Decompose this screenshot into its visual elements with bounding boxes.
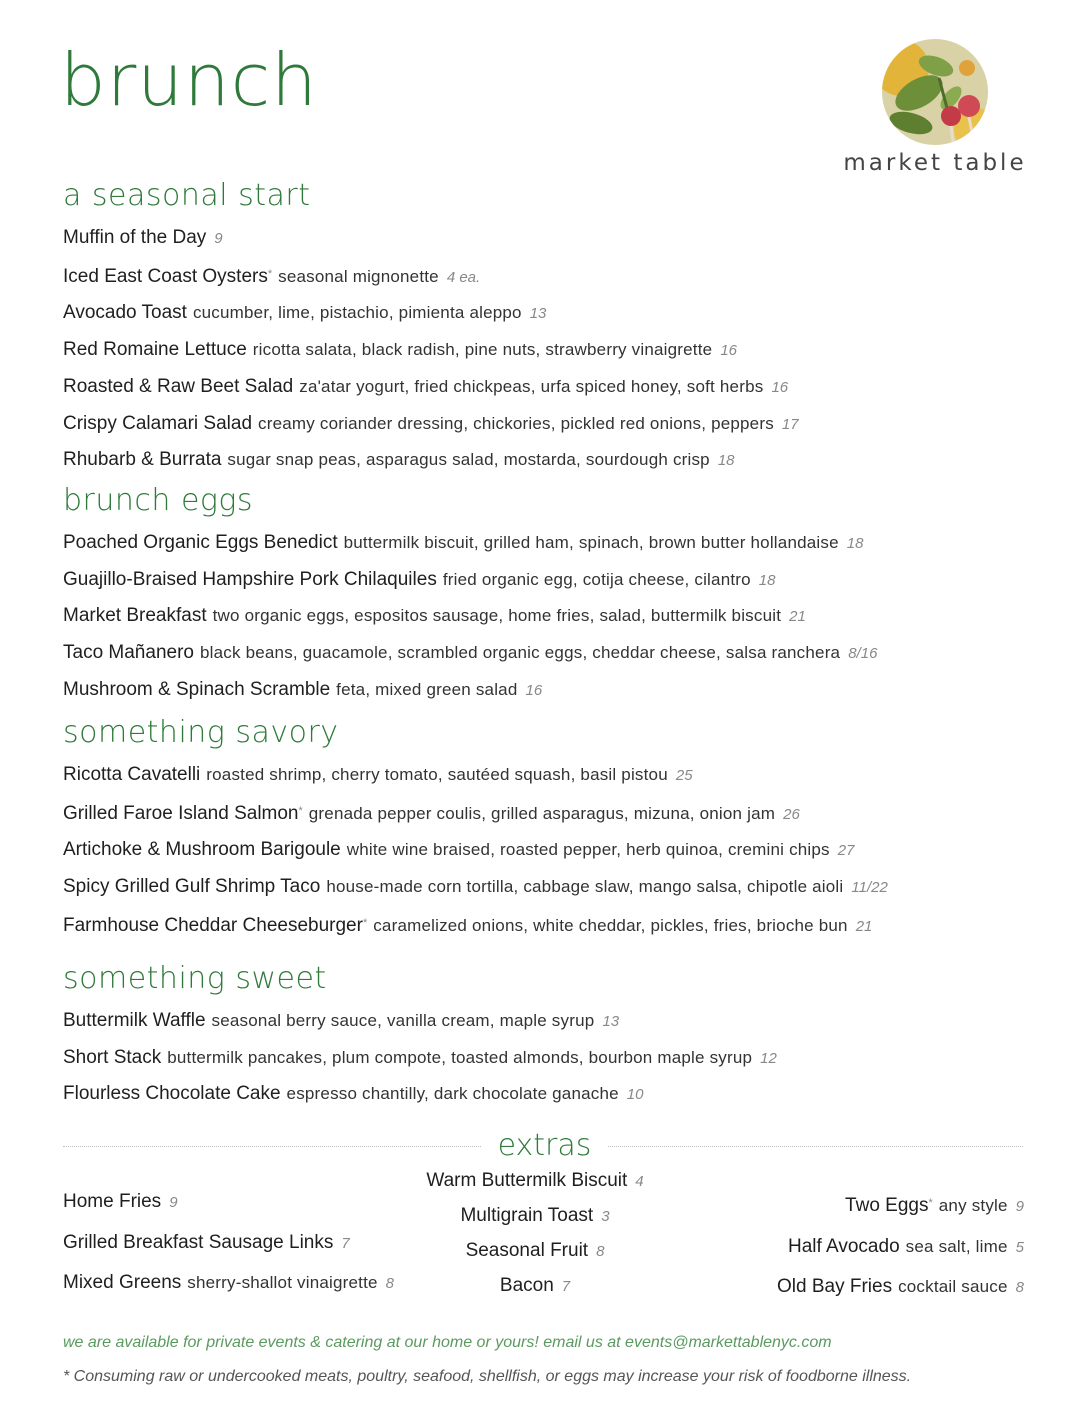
item-description: creamy coriander dressing, chickories, pickled red onions, peppers <box>258 413 774 433</box>
item-price: 16 <box>525 681 543 699</box>
menu-item <box>63 869 888 906</box>
item-price: 27 <box>837 842 855 860</box>
section-brunch-eggs <box>63 483 877 709</box>
item-name: Flourless Chocolate Cake <box>63 1083 281 1105</box>
item-name: Seasonal Fruit <box>465 1240 589 1261</box>
item-price: 8 <box>596 1243 605 1260</box>
item-description: any style <box>938 1196 1008 1215</box>
item-price: 13 <box>602 1013 620 1030</box>
section-heading: something sweet <box>63 961 327 996</box>
raw-warning-asterisk: * <box>362 916 368 929</box>
logo-wordmark: market table <box>843 150 1027 176</box>
item-price: 12 <box>760 1049 777 1067</box>
item-description: black beans, guacamole, scrambled organic eggs, cheddar cheese, salsa ranchera <box>199 643 841 663</box>
item-price: 13 <box>529 305 547 323</box>
item-price: 26 <box>783 805 800 823</box>
menu-item <box>63 672 877 709</box>
item-description: caramelized onions, white cheddar, pickles, fries, brioche bun <box>373 915 848 935</box>
item-name: Old Bay Fries <box>776 1276 893 1297</box>
menu-item <box>63 220 799 257</box>
menu-item <box>63 369 799 406</box>
item-price: 18 <box>846 535 864 552</box>
item-price: 18 <box>717 452 735 470</box>
item-description: buttermilk pancakes, plum compote, toasted almonds, bourbon maple syrup <box>167 1047 753 1067</box>
extras-middle-column <box>410 1164 660 1304</box>
item-description: feta, mixed green salad <box>336 679 518 699</box>
item-name: Avocado Toast <box>63 302 187 324</box>
section-heading: something savory <box>63 715 339 750</box>
item-price: 17 <box>781 415 799 433</box>
item-description: sherry-shallot vinaigrette <box>187 1273 378 1292</box>
menu-item <box>700 1184 1024 1227</box>
menu-item <box>410 1199 660 1234</box>
extras-header <box>63 1128 1023 1164</box>
item-name: Iced East Coast Oysters <box>63 265 268 287</box>
item-price: 16 <box>771 378 789 396</box>
footer-health-warning: * Consuming raw or undercooked meats, poultry, seafood, shellfish, or eggs may increase your risk of foodborne illness. <box>63 1368 912 1385</box>
section-something-sweet <box>63 961 777 1113</box>
item-description: seasonal mignonette <box>278 266 439 286</box>
item-name: Multigrain Toast <box>460 1205 594 1226</box>
item-name: Grilled Faroe Island Salmon <box>63 802 299 824</box>
item-name: Half Avocado <box>788 1235 900 1257</box>
item-name: Rhubarb & Burrata <box>63 449 222 471</box>
item-name: Two Eggs <box>845 1195 929 1216</box>
menu-item <box>700 1267 1024 1308</box>
section-seasonal-start <box>63 178 799 479</box>
item-name: Poached Organic Eggs Benedict <box>63 532 338 553</box>
menu-item <box>63 406 799 443</box>
item-name: Crispy Calamari Salad <box>63 412 253 434</box>
item-price: 5 <box>1015 1238 1024 1256</box>
item-price: 8/16 <box>848 645 878 663</box>
menu-item <box>63 1223 394 1264</box>
item-name: Spicy Grilled Gulf Shrimp Taco <box>63 876 321 898</box>
item-description: cocktail sauce <box>898 1277 1008 1296</box>
extras-right-column <box>700 1184 1024 1308</box>
item-description: cucumber, lime, pistachio, pimienta aleppo <box>192 303 522 323</box>
item-description: white wine braised, roasted pepper, herb quinoa, cremini chips <box>346 840 830 860</box>
menu-item <box>63 1040 777 1077</box>
menu-item <box>63 442 799 479</box>
item-price: 10 <box>626 1086 644 1104</box>
item-price: 8 <box>1015 1279 1024 1296</box>
item-name: Short Stack <box>63 1046 162 1068</box>
item-description: seasonal berry sauce, vanilla cream, maple syrup <box>211 1011 595 1030</box>
menu-item <box>63 257 799 296</box>
menu-item <box>63 525 877 562</box>
divider <box>63 1146 481 1147</box>
menu-item <box>63 794 888 833</box>
raw-warning-asterisk: * <box>928 1197 933 1209</box>
item-price: 21 <box>855 917 873 935</box>
page-title: brunch <box>60 38 318 122</box>
menu-item <box>63 757 888 794</box>
section-heading: a seasonal start <box>63 178 311 213</box>
item-price: 8 <box>385 1275 395 1292</box>
menu-item <box>63 832 888 869</box>
menu-item <box>63 1076 777 1113</box>
item-price: 9 <box>214 230 223 247</box>
footer-events-note: we are available for private events & catering at our home or yours! email us at events@markettablenyc.com <box>63 1334 832 1351</box>
menu-item <box>63 562 877 599</box>
section-something-savory <box>63 715 888 945</box>
item-description: grenada pepper coulis, grilled asparagus, mizuna, onion jam <box>308 803 776 823</box>
item-name: Farmhouse Cheddar Cheeseburger <box>63 914 363 936</box>
menu-item <box>63 1263 394 1304</box>
item-price: 4 <box>635 1173 644 1190</box>
raw-warning-asterisk: * <box>298 804 303 817</box>
menu-item <box>63 1182 394 1223</box>
item-price: 7 <box>561 1278 571 1295</box>
logo <box>840 38 1030 176</box>
menu-item <box>700 1227 1024 1268</box>
item-price: 18 <box>758 571 776 589</box>
item-name: Market Breakfast <box>63 605 207 627</box>
item-price: 16 <box>720 342 737 360</box>
item-name: Grilled Breakfast Sausage Links <box>63 1231 334 1253</box>
item-price: 9 <box>1015 1198 1024 1215</box>
item-name: Red Romaine Lettuce <box>63 339 247 361</box>
item-name: Buttermilk Waffle <box>63 1010 206 1031</box>
item-name: Mushroom & Spinach Scramble <box>63 678 331 700</box>
extras-left-column <box>63 1182 394 1304</box>
menu-item <box>410 1234 660 1269</box>
menu-item <box>410 1269 660 1304</box>
menu-item <box>63 598 877 635</box>
item-description: ricotta salata, black radish, pine nuts, strawberry vinaigrette <box>252 340 713 360</box>
item-description: two organic eggs, espositos sausage, home fries, salad, buttermilk biscuit <box>212 606 782 626</box>
raw-warning-asterisk: * <box>267 267 273 280</box>
item-name: Muffin of the Day <box>63 227 207 248</box>
divider <box>608 1146 1023 1147</box>
item-description: za'atar yogurt, fried chickpeas, urfa spiced honey, soft herbs <box>299 376 764 396</box>
item-description: sea salt, lime <box>905 1236 1008 1256</box>
section-heading: extras <box>497 1128 592 1163</box>
item-description: sugar snap peas, asparagus salad, mostarda, sourdough crisp <box>227 450 710 470</box>
item-price: 11/22 <box>851 879 888 897</box>
item-description: house-made corn tortilla, cabbage slaw, mango salsa, chipotle aioli <box>326 877 844 897</box>
item-price: 3 <box>601 1208 610 1225</box>
item-name: Taco Mañanero <box>63 642 194 664</box>
item-price: 25 <box>675 767 693 784</box>
section-heading: brunch eggs <box>63 483 254 518</box>
menu-item <box>410 1164 660 1199</box>
item-price: 9 <box>169 1194 178 1211</box>
menu-item <box>63 635 877 672</box>
item-description: buttermilk biscuit, grilled ham, spinach, brown butter hollandaise <box>343 533 839 552</box>
menu-item <box>63 332 799 369</box>
item-name: Ricotta Cavatelli <box>63 764 201 785</box>
item-description: espresso chantilly, dark chocolate ganache <box>286 1084 619 1104</box>
menu-item <box>63 295 799 332</box>
item-name: Artichoke & Mushroom Barigoule <box>63 839 341 861</box>
item-description: fried organic egg, cotija cheese, cilantro <box>442 569 751 589</box>
item-price: 7 <box>341 1234 350 1252</box>
item-description: roasted shrimp, cherry tomato, sautéed squash, basil pistou <box>206 765 668 784</box>
item-name: Guajillo-Braised Hampshire Pork Chilaquiles <box>63 568 437 590</box>
item-price: 4 ea. <box>446 268 481 286</box>
item-name: Mixed Greens <box>63 1272 182 1293</box>
item-price: 21 <box>789 608 806 626</box>
vegetable-illustration-icon <box>881 38 989 146</box>
menu-item <box>63 906 888 945</box>
item-name: Warm Buttermilk Biscuit <box>426 1170 628 1191</box>
item-name: Roasted & Raw Beet Salad <box>63 375 294 397</box>
menu-item <box>63 1003 777 1040</box>
item-name: Home Fries <box>63 1191 162 1212</box>
item-name: Bacon <box>499 1275 554 1296</box>
